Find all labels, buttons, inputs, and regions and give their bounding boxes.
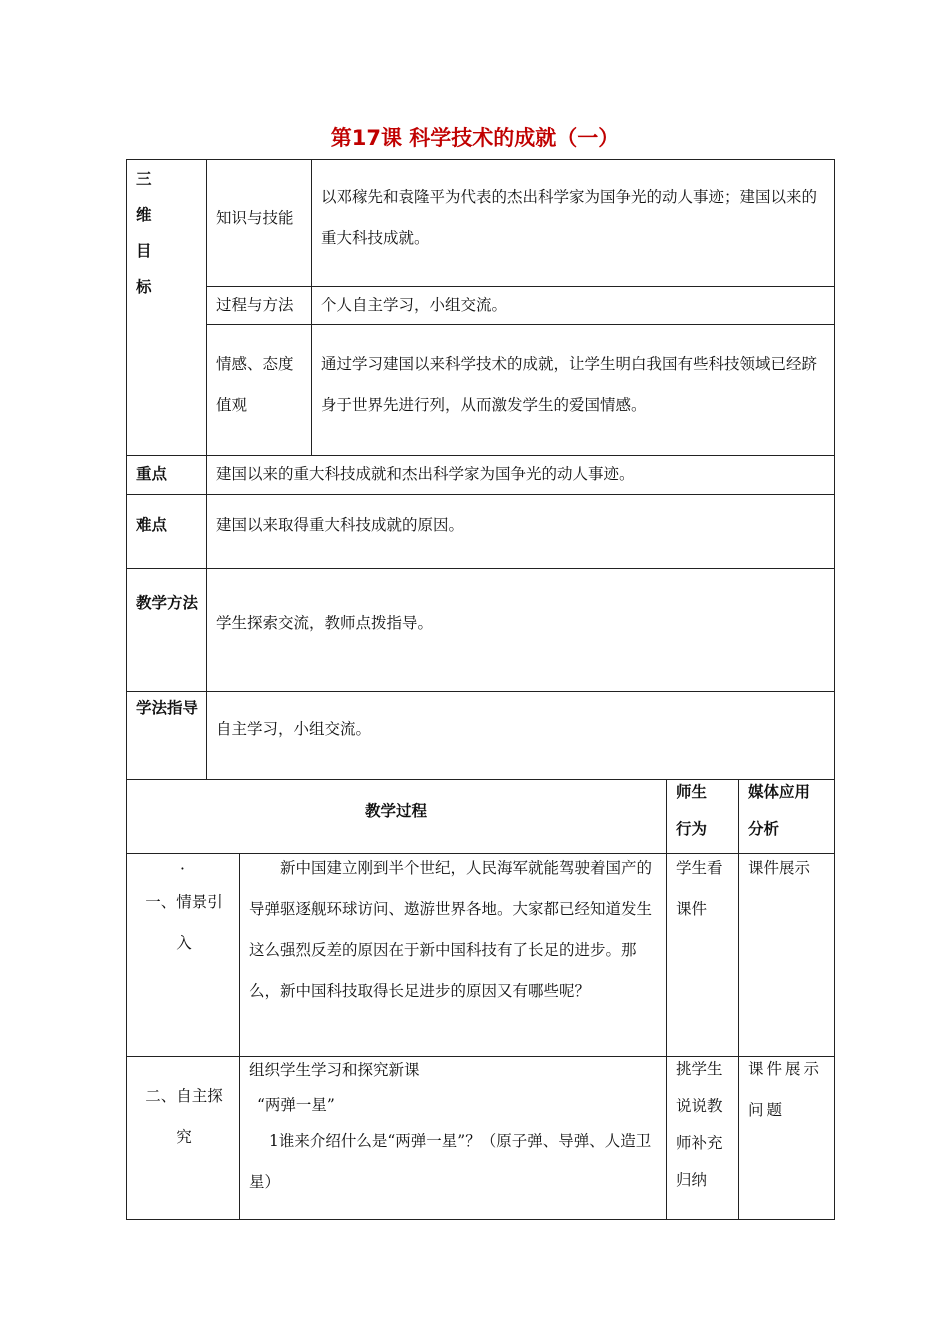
explore-line: “两弹一星” [257, 1096, 335, 1114]
goal-content-emotion: 通过学习建国以来科学技术的成就，让学生明白我国有些科技领域已经跻身于世界先进行列，从而激发学生的爱国情感。 [321, 355, 818, 414]
process-header: 教学过程 [364, 802, 427, 820]
actions-intro: 学生看课件 [676, 859, 723, 918]
goals-label-char: 标 [136, 278, 152, 296]
media-intro: 课件展示 [748, 859, 811, 877]
page-title: 第17课 科学技术的成就（一） [330, 126, 620, 150]
goal-content-process: 个人自主学习，小组交流。 [321, 296, 508, 314]
stage-dot: · [180, 860, 185, 878]
process-content-explore [249, 1055, 661, 1203]
goals-label-char: 维 [136, 206, 152, 224]
key-points-label: 重点 [136, 465, 168, 483]
goals-label-char: 目 [136, 242, 152, 260]
explore-line: 1谁来介绍什么是“两弹一星”？（原子弹、导弹、人造卫星） [249, 1132, 652, 1191]
teaching-method-content: 学生探索交流，教师点拨指导。 [216, 614, 434, 632]
goals-label [136, 161, 166, 305]
actions-header: 师生行为 [676, 783, 708, 838]
goal-name-process: 过程与方法 [216, 296, 294, 314]
goal-name-emotion: 情感、态度值观 [216, 355, 294, 414]
teaching-method-label: 教学方法 [136, 594, 199, 612]
process-content-intro: 新中国建立刚到半个世纪，人民海军就能驾驶着国产的导弹驱逐舰环球访问、遨游世界各地。大家都已经知道发生这么强烈反差的原因在于新中国科技有了长足的进步。那么，新中国科技取得长足进步的原因又有哪些呢？ [249, 859, 653, 1000]
actions-explore: 挑学生说说教师补充归纳 [676, 1060, 723, 1189]
goal-content-knowledge: 以邓稼先和袁隆平为代表的杰出科学家为国争光的动人事迹；建国以来的重大科技成就。 [321, 188, 818, 247]
learning-guide-content: 自主学习，小组交流。 [216, 720, 372, 738]
difficult-points-label: 难点 [136, 516, 168, 534]
difficult-points-content: 建国以来取得重大科技成就的原因。 [216, 516, 465, 534]
key-points-content: 建国以来的重大科技成就和杰出科学家为国争光的动人事迹。 [216, 465, 635, 483]
goal-name-knowledge: 知识与技能 [216, 209, 294, 227]
media-explore: 课件展示问题 [748, 1060, 823, 1119]
learning-guide-label: 学法指导 [136, 699, 199, 717]
goals-label-char: 三 [136, 170, 152, 188]
media-header: 媒体应用分析 [748, 783, 811, 838]
stage-intro: 一、情景引入 [145, 893, 223, 952]
explore-line: 组织学生学习和探究新课 [249, 1061, 420, 1079]
stage-explore: 二、自主探究 [145, 1087, 223, 1146]
